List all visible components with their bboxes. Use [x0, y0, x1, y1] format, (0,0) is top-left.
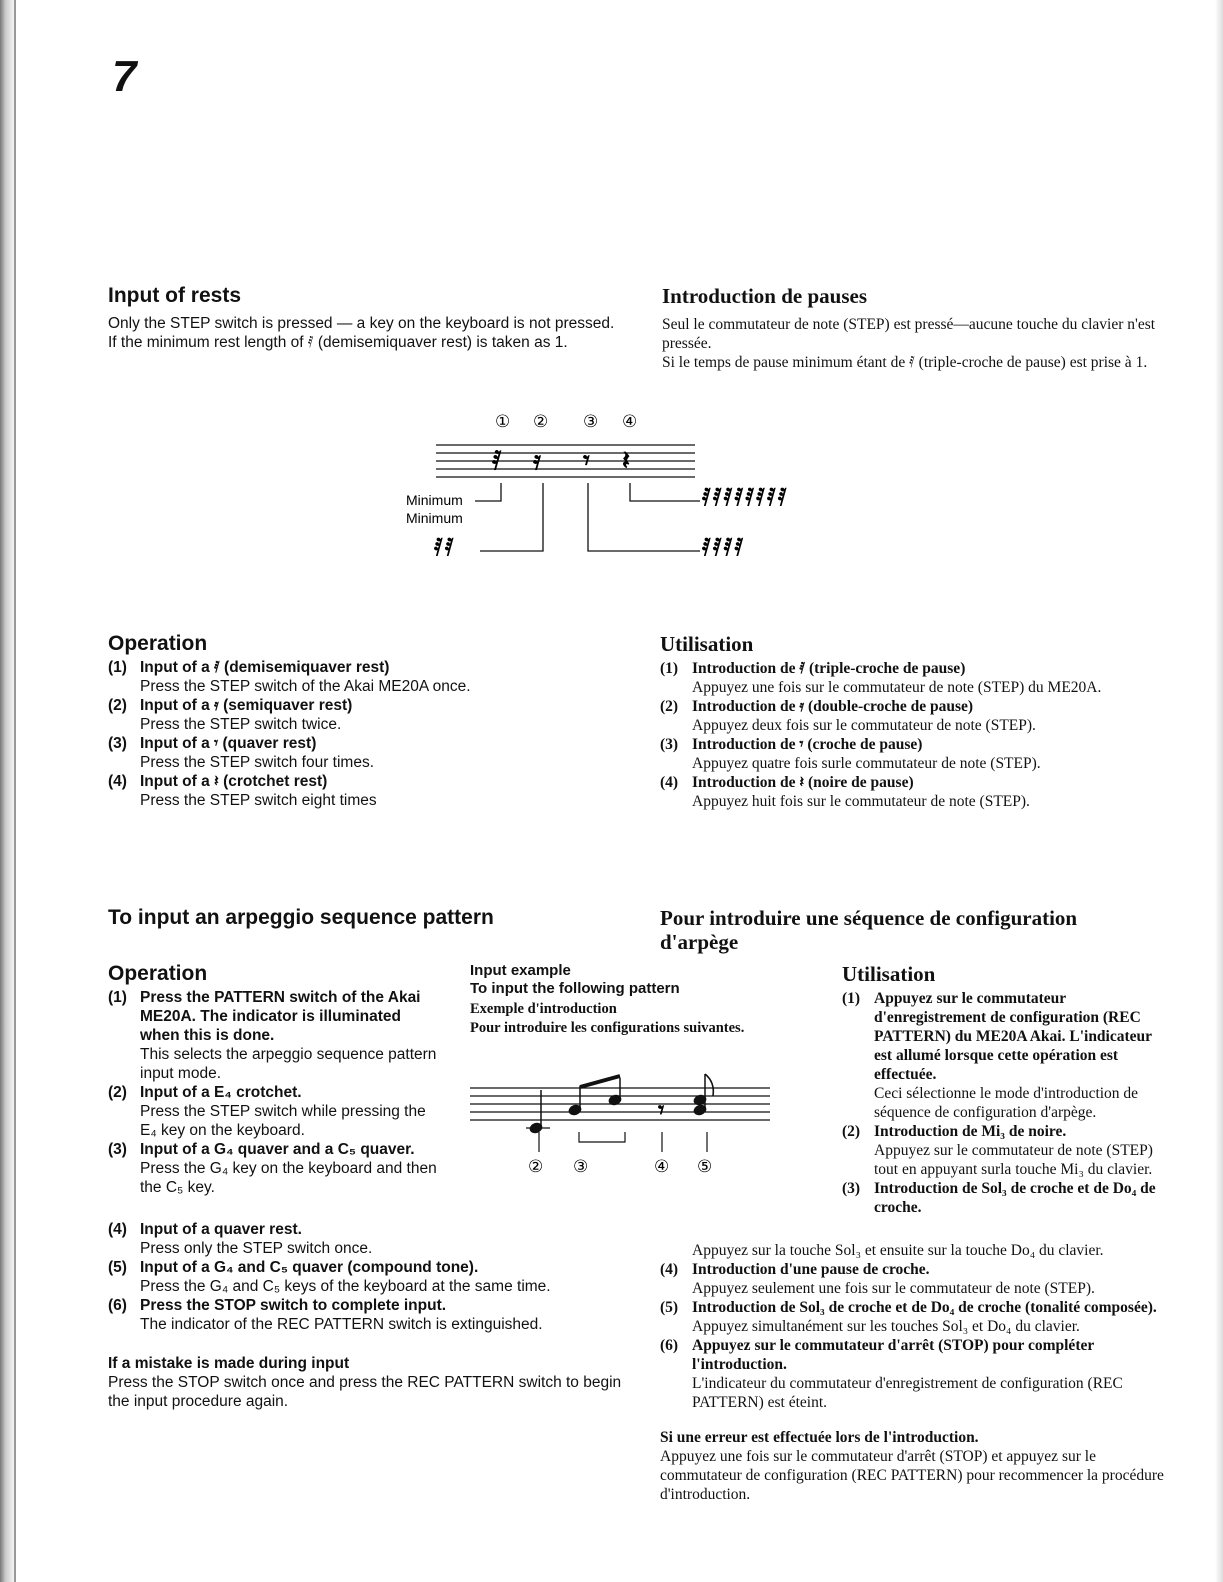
arp-markers [539, 1132, 707, 1152]
scan-edge-line [14, 0, 16, 1582]
arp-en-item: (3) Input of a G₄ quaver and a C₅ quaver. Press the G₄ key on the keyboard and then the C₅ key. [108, 1141, 437, 1196]
arp-fr-item: (4) Introduction d'une pause de croche. Appuyez seulement une fois sur le commutateur de note (STEP). [660, 1261, 1095, 1297]
arp-fr-title: Pour introduire une séquence de configuration d'arpège [660, 906, 1078, 954]
arp-en-section [108, 962, 438, 1197]
arp-fr-item3-body: Appuyez sur la touche Sol₃ et ensuite sur la touche Do₄ du clavier. [692, 1242, 1104, 1259]
scan-edge-right [1215, 0, 1223, 1582]
op-fr-title: Utilisation [660, 632, 754, 656]
arp-label-3: ③ [573, 1157, 589, 1176]
arp-en-mistake-body: Press the STOP switch once and press the REC PATTERN switch to begin the input procedure again. [108, 1374, 622, 1410]
circle-2: ② [533, 412, 549, 431]
input-example [470, 962, 810, 1038]
op-fr-item: (2) Introduction de 𝄿 (double-croche de pause) Appuyez deux fois sur le commutateur de note (STEP). [660, 698, 1036, 734]
rest-diagram [400, 405, 900, 570]
op-en-section [108, 632, 628, 810]
input-example-en2: To input the following pattern [470, 980, 680, 997]
rests-fr-p2: Si le temps de pause minimum étant de 𝅀 (triple-croche de pause) est prise à 1. [662, 354, 1148, 371]
staff-lines [436, 445, 695, 477]
op-en-list [108, 658, 628, 810]
input-example-fr2: Pour introduire les configurations suivantes. [470, 1020, 745, 1036]
count-two: 𝅀𝅀 [434, 534, 456, 561]
arp-fr-heading [660, 906, 1170, 954]
rest-crotchet: 𝄽 [622, 445, 630, 475]
rest-semiquaver: 𝄿 [533, 445, 541, 475]
arp-en-heading [108, 906, 628, 930]
op-en-title: Operation [108, 632, 208, 655]
arp-en-item: (4) Input of a quaver rest. Press only the STEP switch once. [108, 1221, 373, 1257]
input-example-en1: Input example [470, 962, 571, 979]
arp-en-list [108, 988, 438, 1197]
arp-fr-item: (5) Introduction de Sol₃ de croche et de Do₄ de croche (tonalité composée). Appuyez simultanément sur les touches Sol₃ et Do₄ du clavier. [660, 1299, 1157, 1335]
label-minimum-2: Minimum [406, 510, 463, 526]
arp-en-item: (1) Press the PATTERN switch of the Akai ME20A. The indicator is illuminated when this is done. This selects the arpeggio sequence pattern input mode. [108, 989, 437, 1082]
rest-demisemiquaver: 𝅀 [492, 445, 502, 475]
circle-4: ④ [622, 412, 638, 431]
op-en-item: (2) Input of a 𝄿 (semiquaver rest) Press the STEP switch twice. [108, 697, 353, 733]
arp-fr-section [842, 962, 1164, 1217]
rest-quaver: 𝄾 [583, 445, 590, 475]
circle-1: ① [495, 412, 511, 431]
arp-fr-section-cont [660, 1241, 1166, 1504]
arp-label-2: ② [528, 1157, 544, 1176]
scan-edge-left [0, 0, 14, 1582]
arp-en-item: (2) Input of a E₄ crotchet. Press the STEP switch while pressing the E₄ key on the keyboard. [108, 1084, 426, 1139]
arp-fr-list-cont [660, 1260, 1166, 1412]
op-fr-item: (1) Introduction de 𝅀 (triple-croche de pause) Appuyez une fois sur le commutateur de note (STEP) du ME20A. [660, 660, 1102, 696]
arp-en-item: (5) Input of a G₄ and C₅ quaver (compound tone). Press the G₄ and C₅ keys of the keyboard at the same time. [108, 1259, 551, 1295]
arp-fr-item: (6) Appuyez sur le commutateur d'arrêt (STOP) pour compléter l'introduction. L'indicateur du commutateur d'enregistrement de configuration (REC PATTERN) est éteint. [660, 1337, 1123, 1411]
op-fr-list [660, 659, 1170, 811]
arp-fr-item: (1) Appuyez sur le commutateur d'enregistrement de configuration (REC PATTERN) du ME20A Akai. L'indicateur est allumé lorsque cette opération est effectuée. Ceci sélectionne le mode d'introduction de séquence de configuration d'arpège. [842, 990, 1152, 1121]
circle-3: ③ [583, 412, 599, 431]
input-example-fr1: Exemple d'introduction [470, 1001, 617, 1017]
page-number: 7 [112, 52, 137, 101]
arp-en-list-cont [108, 1220, 628, 1334]
arp-fr-mistake-body: Appuyez une fois sur le commutateur d'arrêt (STOP) et appuyez sur le commutateur de configuration (REC PATTERN) pour recommencer la procédure d'introduction. [660, 1448, 1164, 1503]
arp-fr-item: (3) Introduction de Sol₃ de croche et de Do₄ de croche. [842, 1180, 1156, 1216]
rests-fr-title: Introduction de pauses [662, 284, 867, 308]
rests-en-title: Input of rests [108, 284, 242, 307]
rests-fr-p1: Seul le commutateur de note (STEP) est pressé—aucune touche du clavier n'est pressée. [662, 316, 1156, 352]
arp-en-item: (6) Press the STOP switch to complete input. The indicator of the REC PATTERN switch is extinguished. [108, 1297, 543, 1333]
rests-en-p2: If the minimum rest length of 𝅀 (demisemiquaver rest) is taken as 1. [108, 334, 568, 351]
label-minimum-1: Minimum [406, 492, 463, 508]
count-eight: 𝅀𝅀𝅀𝅀𝅀𝅀𝅀𝅀 [702, 484, 789, 511]
op-en-item: (1) Input of a 𝅀 (demisemiquaver rest) Press the STEP switch of the Akai ME20A once. [108, 659, 471, 695]
arp-label-4: ④ [654, 1157, 670, 1176]
rests-fr-section [662, 284, 1167, 372]
op-fr-section [660, 632, 1170, 811]
arp-quaver-rest: 𝄾 [658, 1097, 665, 1124]
arp-en-section-cont [108, 1220, 628, 1411]
arp-fr-item: (2) Introduction de Mi₃ de noire. Appuyez sur le commutateur de note (STEP) tout en appuyant surla touche Mi₃ du clavier. [842, 1123, 1153, 1178]
connector-lines [475, 483, 700, 551]
arp-en-title: To input an arpeggio sequence pattern [108, 906, 494, 929]
op-en-item: (4) Input of a 𝄽 (crotchet rest) Press the STEP switch eight times [108, 773, 377, 809]
arp-en-mistake-title: If a mistake is made during input [108, 1355, 350, 1372]
rests-en-p1: Only the STEP switch is pressed — a key on the keyboard is not pressed. [108, 315, 615, 332]
arp-fr-op-title: Utilisation [842, 962, 936, 986]
count-four: 𝅀𝅀𝅀𝅀 [702, 534, 746, 561]
arp-fr-mistake-title: Si une erreur est effectuée lors de l'introduction. [660, 1429, 979, 1446]
arp-fr-list [842, 989, 1164, 1217]
op-fr-item: (3) Introduction de 𝄾 (croche de pause) Appuyez quatre fois surle commutateur de note (STEP). [660, 736, 1041, 772]
op-fr-item: (4) Introduction de 𝄽 (noire de pause) Appuyez huit fois sur le commutateur de note (STEP). [660, 774, 1030, 810]
arp-en-op-title: Operation [108, 962, 208, 985]
arp-label-5: ⑤ [697, 1157, 713, 1176]
arpeggio-staff [470, 1060, 780, 1185]
op-en-item: (3) Input of a 𝄾 (quaver rest) Press the STEP switch four times. [108, 735, 375, 771]
rests-en-section [108, 284, 618, 352]
